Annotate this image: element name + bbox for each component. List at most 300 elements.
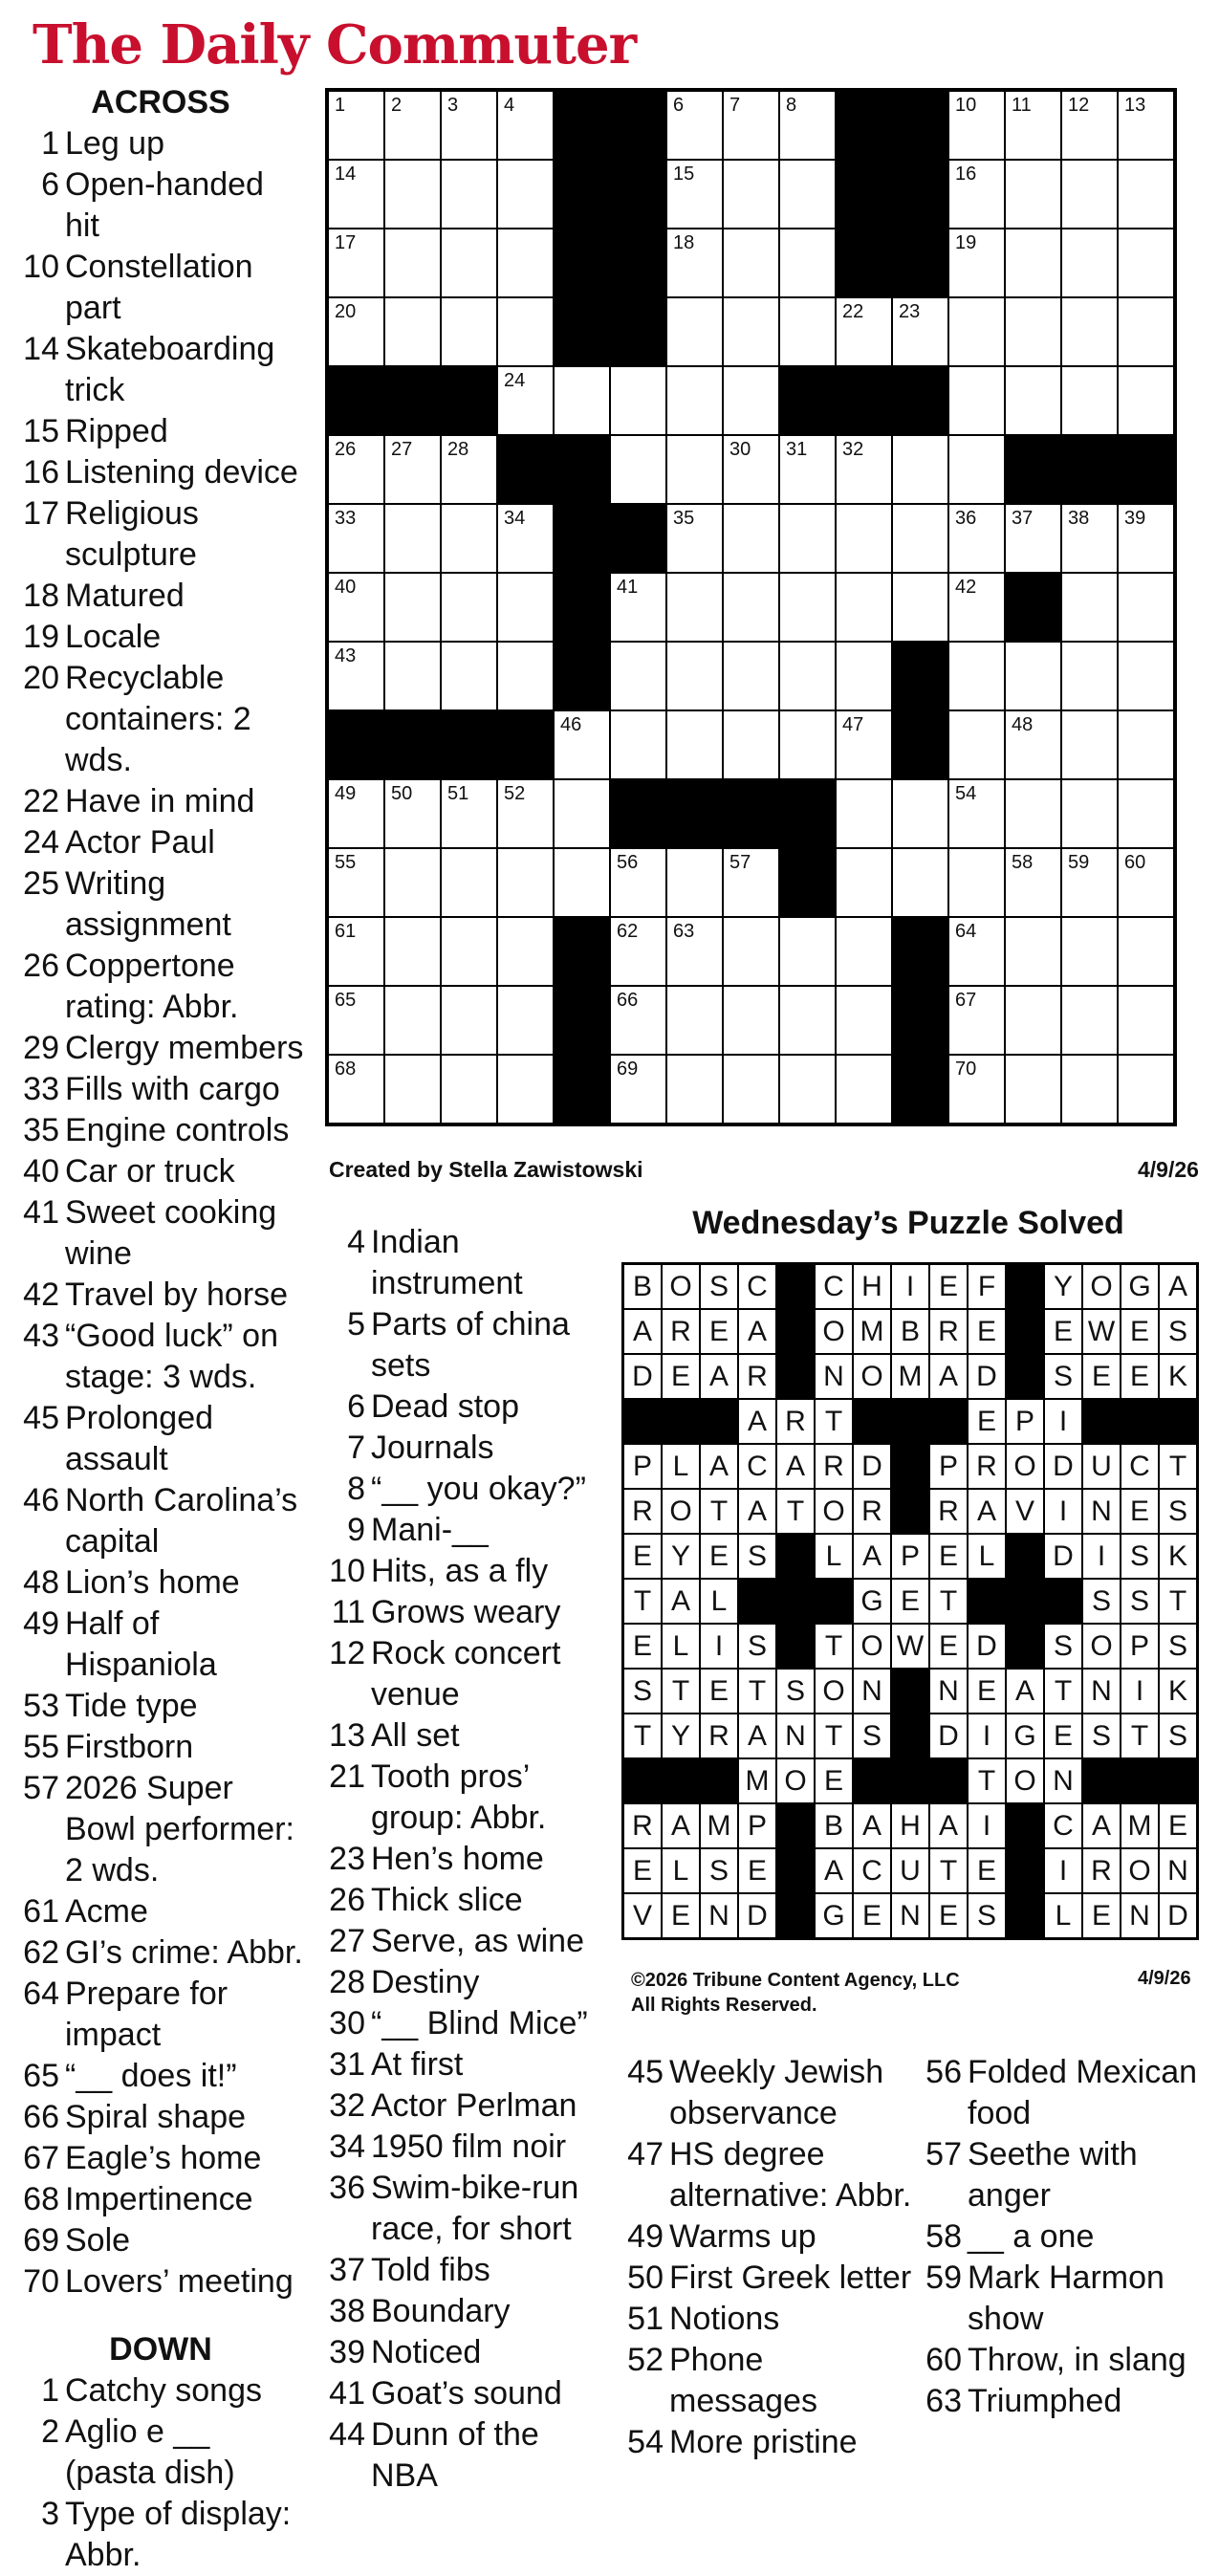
down-clue[interactable] xyxy=(323,1222,610,1304)
clue-number: 45 xyxy=(627,2054,664,2090)
grid-cell[interactable] xyxy=(610,848,666,917)
across-clue[interactable] xyxy=(17,1974,304,2056)
down-clue[interactable] xyxy=(621,2258,918,2299)
down-clue[interactable] xyxy=(323,1715,610,1757)
grid-cell[interactable] xyxy=(441,573,497,642)
down-clue[interactable] xyxy=(920,2216,1207,2258)
grid-cell[interactable] xyxy=(384,91,441,160)
down-clue[interactable] xyxy=(323,1633,610,1715)
down-clue[interactable] xyxy=(323,1386,610,1428)
grid-cell[interactable] xyxy=(836,917,892,986)
grid-cell[interactable] xyxy=(836,986,892,1055)
grid-cell[interactable] xyxy=(384,160,441,229)
across-clue[interactable] xyxy=(17,1398,304,1480)
grid-cell[interactable] xyxy=(666,642,723,710)
grid-cell[interactable] xyxy=(441,435,497,504)
grid-cell[interactable] xyxy=(554,710,610,779)
grid-cell[interactable] xyxy=(779,504,836,573)
grid-cell[interactable] xyxy=(723,573,779,642)
grid-cell[interactable] xyxy=(948,297,1005,366)
across-clue[interactable] xyxy=(17,329,304,411)
grid-cell[interactable] xyxy=(1061,160,1118,229)
down-clue[interactable] xyxy=(323,1428,610,1469)
grid-cell[interactable] xyxy=(779,435,836,504)
down-clue[interactable] xyxy=(323,2127,610,2168)
cell-number: 14 xyxy=(335,164,357,185)
grid-cell[interactable] xyxy=(610,710,666,779)
solved-letter: P xyxy=(1121,1624,1159,1669)
grid-cell[interactable] xyxy=(328,1055,384,1124)
grid-cell[interactable] xyxy=(610,573,666,642)
grid-cell[interactable] xyxy=(948,917,1005,986)
across-clue[interactable] xyxy=(17,2261,304,2303)
across-clue[interactable] xyxy=(17,1562,304,1604)
grid-cell[interactable] xyxy=(328,229,384,297)
grid-cell[interactable] xyxy=(497,1055,554,1124)
grid-cell[interactable] xyxy=(666,573,723,642)
grid-cell[interactable] xyxy=(779,160,836,229)
grid-cell[interactable] xyxy=(836,779,892,848)
across-clue[interactable] xyxy=(17,1686,304,1727)
grid-cell[interactable] xyxy=(948,848,1005,917)
across-clue[interactable] xyxy=(17,1604,304,1686)
down-clue[interactable] xyxy=(323,1551,610,1592)
grid-cell[interactable] xyxy=(610,642,666,710)
down-clue[interactable] xyxy=(621,2052,918,2134)
grid-cell[interactable] xyxy=(1005,848,1061,917)
clue-number: 61 xyxy=(23,1893,59,1930)
grid-cell[interactable] xyxy=(948,91,1005,160)
grid-cell[interactable] xyxy=(384,642,441,710)
grid-cell[interactable] xyxy=(1061,848,1118,917)
grid-cell[interactable] xyxy=(836,504,892,573)
grid-cell[interactable] xyxy=(666,710,723,779)
grid-cell[interactable] xyxy=(328,573,384,642)
grid-cell[interactable] xyxy=(384,229,441,297)
down-clue[interactable] xyxy=(17,2412,304,2494)
solved-black-square xyxy=(1006,1893,1044,1938)
grid-cell[interactable] xyxy=(892,297,948,366)
solved-letter: H xyxy=(853,1264,891,1309)
down-clue[interactable] xyxy=(323,1469,610,1510)
grid-cell[interactable] xyxy=(666,848,723,917)
down-clue[interactable] xyxy=(920,2134,1207,2216)
grid-cell[interactable] xyxy=(497,642,554,710)
grid-cell[interactable] xyxy=(441,986,497,1055)
grid-cell[interactable] xyxy=(1061,710,1118,779)
grid-cell[interactable] xyxy=(1118,366,1174,435)
grid-cell[interactable] xyxy=(610,986,666,1055)
across-clue[interactable] xyxy=(17,2097,304,2138)
grid-cell[interactable] xyxy=(441,297,497,366)
across-clue[interactable] xyxy=(17,1316,304,1398)
solved-black-square xyxy=(853,1758,891,1803)
grid-cell[interactable] xyxy=(1118,710,1174,779)
grid-cell[interactable] xyxy=(610,366,666,435)
grid-cell[interactable] xyxy=(779,642,836,710)
solved-black-square xyxy=(776,1848,815,1893)
grid-cell[interactable] xyxy=(723,710,779,779)
grid-cell[interactable] xyxy=(1118,848,1174,917)
grid-cell[interactable] xyxy=(1005,91,1061,160)
black-square xyxy=(554,1055,610,1124)
grid-cell[interactable] xyxy=(1118,229,1174,297)
clue-text: Type of display: Abbr. xyxy=(65,2496,292,2573)
grid-cell[interactable] xyxy=(441,160,497,229)
clue-text: Aglio e __ (pasta dish) xyxy=(65,2413,235,2491)
grid-cell[interactable] xyxy=(384,779,441,848)
clue-text: All set xyxy=(371,1717,460,1754)
grid-cell[interactable] xyxy=(1061,917,1118,986)
grid-cell[interactable] xyxy=(1061,986,1118,1055)
grid-cell[interactable] xyxy=(1118,160,1174,229)
grid-cell[interactable] xyxy=(666,229,723,297)
down-clue[interactable] xyxy=(323,2414,610,2497)
down-clue[interactable] xyxy=(323,2332,610,2373)
solved-letter: Y xyxy=(662,1714,700,1758)
down-clue[interactable] xyxy=(323,1757,610,1839)
grid-cell[interactable] xyxy=(497,504,554,573)
grid-cell[interactable] xyxy=(948,573,1005,642)
down-clue[interactable] xyxy=(323,1880,610,1921)
grid-cell[interactable] xyxy=(666,297,723,366)
grid-cell[interactable] xyxy=(1061,779,1118,848)
across-clue[interactable] xyxy=(17,658,304,781)
across-clue[interactable] xyxy=(17,1069,304,1110)
across-clue[interactable] xyxy=(17,617,304,658)
grid-cell[interactable] xyxy=(1005,160,1061,229)
across-clue[interactable] xyxy=(17,411,304,452)
grid-cell[interactable] xyxy=(441,917,497,986)
grid-cell[interactable] xyxy=(328,917,384,986)
grid-cell[interactable] xyxy=(441,1055,497,1124)
cell-number: 23 xyxy=(899,301,921,322)
down-clue[interactable] xyxy=(323,2003,610,2044)
grid-cell[interactable] xyxy=(497,297,554,366)
solved-letter: V xyxy=(623,1893,662,1938)
grid-cell[interactable] xyxy=(328,297,384,366)
grid-cell[interactable] xyxy=(328,91,384,160)
grid-cell[interactable] xyxy=(497,848,554,917)
grid-cell[interactable] xyxy=(328,160,384,229)
grid-cell[interactable] xyxy=(328,435,384,504)
solved-row xyxy=(623,1893,1197,1938)
grid-cell[interactable] xyxy=(1005,229,1061,297)
grid-cell[interactable] xyxy=(948,504,1005,573)
grid-cell[interactable] xyxy=(1118,1055,1174,1124)
grid-cell[interactable] xyxy=(723,986,779,1055)
down-clue[interactable] xyxy=(323,2044,610,2085)
down-clue[interactable] xyxy=(920,2381,1207,2422)
grid-cell[interactable] xyxy=(779,91,836,160)
down-clue[interactable] xyxy=(621,2422,918,2463)
grid-cell[interactable] xyxy=(948,160,1005,229)
solved-row xyxy=(623,1534,1197,1579)
grid-cell[interactable] xyxy=(1005,986,1061,1055)
across-clue[interactable] xyxy=(17,452,304,493)
down-clue[interactable] xyxy=(323,1510,610,1551)
grid-cell[interactable] xyxy=(1118,91,1174,160)
grid-cell[interactable] xyxy=(497,779,554,848)
across-clue[interactable] xyxy=(17,1480,304,1562)
grid-cell[interactable] xyxy=(836,1055,892,1124)
grid-cell[interactable] xyxy=(836,642,892,710)
grid-cell[interactable] xyxy=(836,848,892,917)
grid-cell[interactable] xyxy=(723,366,779,435)
grid-cell[interactable] xyxy=(779,229,836,297)
grid-cell[interactable] xyxy=(610,435,666,504)
across-clue[interactable] xyxy=(17,2179,304,2220)
solved-letter: R xyxy=(968,1444,1006,1489)
grid-cell[interactable] xyxy=(328,642,384,710)
copyright-line-1: ©2026 Tribune Content Agency, LLC xyxy=(631,1970,960,1991)
across-clue[interactable] xyxy=(17,2056,304,2097)
grid-cell[interactable] xyxy=(1118,779,1174,848)
grid-cell[interactable] xyxy=(441,848,497,917)
across-clue[interactable] xyxy=(17,1151,304,1192)
solved-letter: T xyxy=(1159,1579,1197,1624)
clue-number: 1 xyxy=(41,2372,59,2409)
down-clue[interactable] xyxy=(920,2258,1207,2340)
across-clue[interactable] xyxy=(17,1932,304,1974)
grid-cell[interactable] xyxy=(723,229,779,297)
down-clue[interactable] xyxy=(323,2168,610,2250)
grid-cell[interactable] xyxy=(666,504,723,573)
grid-cell[interactable] xyxy=(497,91,554,160)
across-clue[interactable] xyxy=(17,576,304,617)
grid-cell[interactable] xyxy=(384,1055,441,1124)
grid-cell[interactable] xyxy=(328,504,384,573)
solved-letter: L xyxy=(1044,1893,1082,1938)
solved-black-square xyxy=(891,1669,929,1714)
grid-cell[interactable] xyxy=(441,504,497,573)
grid-cell[interactable] xyxy=(779,573,836,642)
across-clue[interactable] xyxy=(17,822,304,863)
clue-number: 2 xyxy=(41,2413,59,2450)
crossword-grid[interactable] xyxy=(325,88,1177,1126)
grid-cell[interactable] xyxy=(441,642,497,710)
grid-cell[interactable] xyxy=(948,435,1005,504)
grid-cell[interactable] xyxy=(441,91,497,160)
grid-cell[interactable] xyxy=(1118,297,1174,366)
down-clue[interactable] xyxy=(323,1839,610,1880)
solved-letter: E xyxy=(929,1893,968,1938)
grid-cell[interactable] xyxy=(1061,297,1118,366)
grid-cell[interactable] xyxy=(836,435,892,504)
solved-letter: M xyxy=(700,1803,738,1848)
grid-cell[interactable] xyxy=(723,917,779,986)
across-clue[interactable] xyxy=(17,123,304,164)
solved-letter: S xyxy=(700,1264,738,1309)
grid-cell[interactable] xyxy=(666,917,723,986)
grid-cell[interactable] xyxy=(1118,642,1174,710)
across-clue[interactable] xyxy=(17,1727,304,1768)
across-clue[interactable] xyxy=(17,247,304,329)
grid-cell[interactable] xyxy=(723,160,779,229)
down-clue[interactable] xyxy=(17,2494,304,2576)
grid-cell[interactable] xyxy=(948,1055,1005,1124)
grid-cell[interactable] xyxy=(666,1055,723,1124)
across-clue[interactable] xyxy=(17,1028,304,1069)
down-clue[interactable] xyxy=(323,1304,610,1386)
across-clue[interactable] xyxy=(17,2138,304,2179)
down-clue[interactable] xyxy=(323,2250,610,2291)
across-clue[interactable] xyxy=(17,1768,304,1891)
grid-cell[interactable] xyxy=(554,779,610,848)
grid-cell[interactable] xyxy=(836,573,892,642)
grid-cell[interactable] xyxy=(384,848,441,917)
grid-cell[interactable] xyxy=(1061,642,1118,710)
grid-cell[interactable] xyxy=(1005,917,1061,986)
grid-cell[interactable] xyxy=(1061,573,1118,642)
grid-cell[interactable] xyxy=(723,504,779,573)
grid-cell[interactable] xyxy=(328,848,384,917)
clue-number: 52 xyxy=(627,2342,664,2378)
grid-cell[interactable] xyxy=(723,297,779,366)
grid-cell[interactable] xyxy=(497,229,554,297)
down-clue[interactable] xyxy=(323,1962,610,2003)
down-clue[interactable] xyxy=(323,2291,610,2332)
down-clue[interactable] xyxy=(621,2134,918,2216)
grid-cell[interactable] xyxy=(723,1055,779,1124)
grid-cell[interactable] xyxy=(1061,91,1118,160)
grid-cell[interactable] xyxy=(948,779,1005,848)
grid-cell[interactable] xyxy=(1118,986,1174,1055)
across-clue[interactable] xyxy=(17,781,304,822)
solved-black-square xyxy=(700,1399,738,1444)
grid-cell[interactable] xyxy=(1061,1055,1118,1124)
clue-text: “Good luck” on stage: 3 wds. xyxy=(65,1318,278,1395)
grid-cell[interactable] xyxy=(779,297,836,366)
grid-cell[interactable] xyxy=(666,91,723,160)
grid-cell[interactable] xyxy=(610,917,666,986)
grid-cell[interactable] xyxy=(723,642,779,710)
clue-number: 27 xyxy=(329,1923,365,1959)
across-clue[interactable] xyxy=(17,493,304,576)
grid-cell[interactable] xyxy=(779,710,836,779)
grid-cell[interactable] xyxy=(554,366,610,435)
grid-cell[interactable] xyxy=(1005,642,1061,710)
grid-cell[interactable] xyxy=(1005,504,1061,573)
down-clue[interactable] xyxy=(323,1592,610,1633)
grid-cell[interactable] xyxy=(497,573,554,642)
grid-cell[interactable] xyxy=(892,435,948,504)
grid-cell[interactable] xyxy=(1061,366,1118,435)
grid-cell[interactable] xyxy=(384,986,441,1055)
solved-letter: S xyxy=(700,1848,738,1893)
down-clue[interactable] xyxy=(323,1921,610,1962)
grid-cell[interactable] xyxy=(723,91,779,160)
grid-cell[interactable] xyxy=(497,366,554,435)
grid-cell[interactable] xyxy=(666,435,723,504)
solved-letter: R xyxy=(815,1444,853,1489)
grid-cell[interactable] xyxy=(836,297,892,366)
down-clue[interactable] xyxy=(323,2373,610,2414)
across-clue[interactable] xyxy=(17,1192,304,1275)
grid-cell[interactable] xyxy=(892,573,948,642)
grid-cell[interactable] xyxy=(1118,917,1174,986)
grid-cell[interactable] xyxy=(384,297,441,366)
grid-cell[interactable] xyxy=(328,779,384,848)
across-clue[interactable] xyxy=(17,164,304,247)
across-clue[interactable] xyxy=(17,946,304,1028)
grid-cell[interactable] xyxy=(1118,573,1174,642)
black-square xyxy=(610,779,666,848)
grid-cell[interactable] xyxy=(666,160,723,229)
grid-cell[interactable] xyxy=(384,917,441,986)
solved-letter: T xyxy=(1044,1669,1082,1714)
grid-cell[interactable] xyxy=(384,573,441,642)
grid-cell[interactable] xyxy=(441,779,497,848)
down-clue[interactable] xyxy=(920,2340,1207,2381)
grid-cell[interactable] xyxy=(779,986,836,1055)
solved-letter: A xyxy=(738,1489,776,1534)
grid-cell[interactable] xyxy=(1005,297,1061,366)
grid-cell[interactable] xyxy=(948,986,1005,1055)
grid-cell[interactable] xyxy=(723,848,779,917)
grid-cell[interactable] xyxy=(1061,229,1118,297)
grid-cell[interactable] xyxy=(328,986,384,1055)
cell-number: 68 xyxy=(335,1059,357,1080)
grid-cell[interactable] xyxy=(1005,1055,1061,1124)
down-clue[interactable] xyxy=(920,2052,1207,2134)
solved-letter: D xyxy=(1159,1893,1197,1938)
grid-cell[interactable] xyxy=(948,642,1005,710)
grid-cell[interactable] xyxy=(666,986,723,1055)
across-clue[interactable] xyxy=(17,1110,304,1151)
grid-cell[interactable] xyxy=(610,1055,666,1124)
down-clue[interactable] xyxy=(621,2340,918,2422)
grid-cell[interactable] xyxy=(1118,504,1174,573)
clue-text: “__ you okay?” xyxy=(371,1471,586,1507)
grid-cell[interactable] xyxy=(723,435,779,504)
down-clue[interactable] xyxy=(17,2370,304,2412)
grid-cell[interactable] xyxy=(948,229,1005,297)
across-clue[interactable] xyxy=(17,1891,304,1932)
grid-cell[interactable] xyxy=(1005,710,1061,779)
solved-letter: T xyxy=(776,1489,815,1534)
grid-cell[interactable] xyxy=(892,504,948,573)
clue-number: 10 xyxy=(329,1553,365,1589)
grid-cell[interactable] xyxy=(1005,779,1061,848)
across-clue[interactable] xyxy=(17,1275,304,1316)
grid-cell[interactable] xyxy=(1061,504,1118,573)
grid-cell[interactable] xyxy=(948,710,1005,779)
grid-cell[interactable] xyxy=(554,848,610,917)
grid-cell[interactable] xyxy=(836,710,892,779)
grid-cell[interactable] xyxy=(948,366,1005,435)
clue-text: Impertinence xyxy=(65,2181,253,2217)
grid-cell[interactable] xyxy=(779,1055,836,1124)
down-clue[interactable] xyxy=(621,2216,918,2258)
grid-cell[interactable] xyxy=(497,160,554,229)
grid-cell[interactable] xyxy=(497,986,554,1055)
clue-text: Triumphed xyxy=(968,2383,1122,2419)
grid-cell[interactable] xyxy=(1005,366,1061,435)
grid-cell[interactable] xyxy=(892,848,948,917)
down-clue[interactable] xyxy=(621,2299,918,2340)
down-clue[interactable] xyxy=(323,2085,610,2127)
grid-cell[interactable] xyxy=(384,435,441,504)
grid-cell[interactable] xyxy=(892,779,948,848)
grid-cell[interactable] xyxy=(384,504,441,573)
grid-cell[interactable] xyxy=(666,366,723,435)
across-clue[interactable] xyxy=(17,2220,304,2261)
grid-cell[interactable] xyxy=(441,229,497,297)
across-clue[interactable] xyxy=(17,863,304,946)
grid-cell[interactable] xyxy=(497,917,554,986)
grid-cell[interactable] xyxy=(779,917,836,986)
